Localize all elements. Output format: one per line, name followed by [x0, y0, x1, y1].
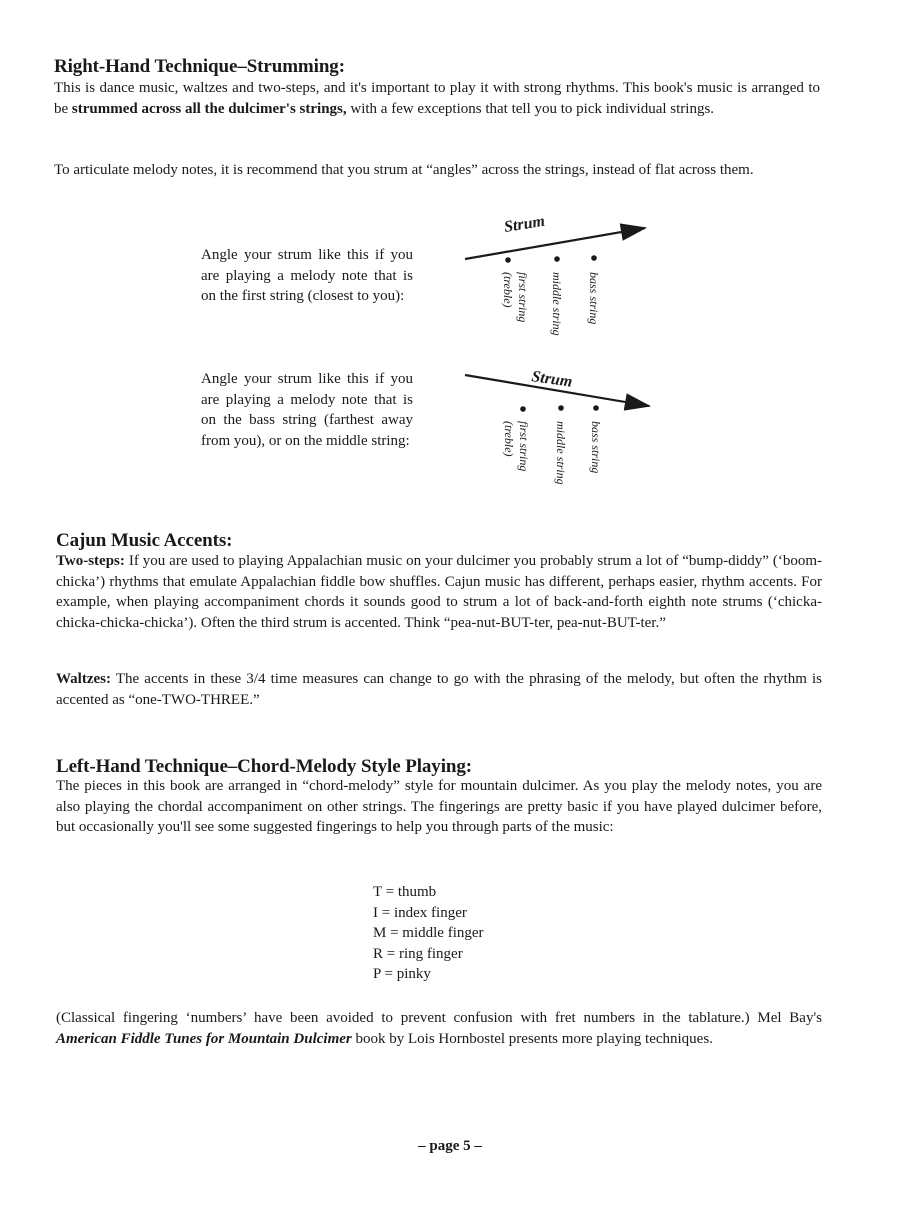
string-dot-bass [591, 255, 597, 261]
string-label-middle: middle string [550, 272, 564, 336]
chord-melody-paragraph: The pieces in this book are arranged in “chord-melody” style for mountain dulcimer. As you play the melody notes, you are also playing the chordal accompaniment on other strings. The fingerings are pretty basic if you have played dulcimer before, but occasionally you'll see some suggested fingerings to help you through parts of the music: [56, 778, 822, 835]
string-dot-first [520, 406, 526, 412]
string-label-first-note: (treble) [502, 421, 516, 457]
classical-fingering-paragraph: (Classical fingering ‘numbers’ have been avoided to prevent confusion with fret numbers in the tablature.) Mel Bay's American Fiddle Tunes for Mountain Dulcimer book by Lois Hornbostel presents more playing techniques. [56, 1010, 822, 1047]
section-heading-cajun-accents: Cajun Music Accents: [56, 530, 233, 551]
fingering-legend [373, 882, 484, 985]
fingering-item: I = index finger [373, 904, 467, 921]
strum-arrow-1 [465, 228, 645, 259]
fingering-item: P = pinky [373, 966, 431, 983]
fingering-item: R = ring finger [373, 945, 463, 962]
fingering-item: M = middle finger [373, 925, 484, 942]
string-dot-bass [593, 405, 599, 411]
strum-diagram-2 [455, 355, 655, 505]
book-title: American Fiddle Tunes for Mountain Dulcimer [56, 1030, 352, 1047]
waltzes-paragraph: Waltzes: The accents in these 3/4 time measures can change to go with the phrasing of the melody, but often the rhythm is accented as “one-TWO-THREE.” [56, 671, 822, 708]
string-dot-middle [558, 405, 564, 411]
section-heading-strumming: Right-Hand Technique–Strumming: [54, 56, 345, 77]
diagram-1-caption: Angle your strum like this if you are playing a melody note that is on the first string (closest to you): [201, 247, 413, 304]
two-steps-label: Two-steps: [56, 553, 125, 569]
two-steps-paragraph: Two-steps: If you are used to playing Appalachian music on your dulcimer you probably strum a lot of “bump-diddy” (‘boom-chicka’) rhythms that emulate Appalachian fiddle bow shuffles. Cajun music has different, perhaps easier, rhythm accents. For example, when playing accompaniment chords it sounds good to strum a lot of back-and-forth eighth note strums (‘chicka-chicka-chicka-chicka’). Often the third strum is accented. Think “pea-nut-BUT-ter, pea-nut-BUT-ter.” [56, 553, 822, 631]
strum-diagram-1 [455, 210, 655, 360]
string-label-first: first string [516, 272, 530, 323]
waltzes-label: Waltzes: [56, 671, 111, 687]
string-label-first: first string [517, 421, 531, 472]
strumming-paragraph-1: This is dance music, waltzes and two-steps, and it's important to play it with strong rhythms. This book's music is arranged to be strummed across all the dulcimer's strings, with a few exceptions that tell you to pick individual strings. [54, 80, 820, 117]
strum-label-2: Strum [530, 368, 574, 391]
string-label-bass: bass string [589, 421, 603, 474]
strum-label-1: Strum [502, 212, 547, 236]
section-heading-left-hand: Left-Hand Technique–Chord-Melody Style Playing: [56, 756, 472, 777]
bold-phrase: strummed across all the dulcimer's strings, [71, 100, 347, 117]
string-label-bass: bass string [587, 272, 601, 325]
fingering-item: T = thumb [373, 884, 437, 900]
string-dot-middle [554, 256, 560, 262]
string-label-first-note: (treble) [501, 272, 515, 308]
string-label-middle: middle string [554, 421, 568, 485]
page-number: – page 5 – [418, 1138, 482, 1154]
diagram-2-caption: Angle your strum like this if you are playing a melody note that is on the bass string (farthest away from you), or on the middle string: [201, 371, 413, 449]
string-dot-first [505, 257, 511, 263]
strumming-paragraph-2: To articulate melody notes, it is recommend that you strum at “angles” across the strings, instead of flat across them. [54, 162, 754, 178]
